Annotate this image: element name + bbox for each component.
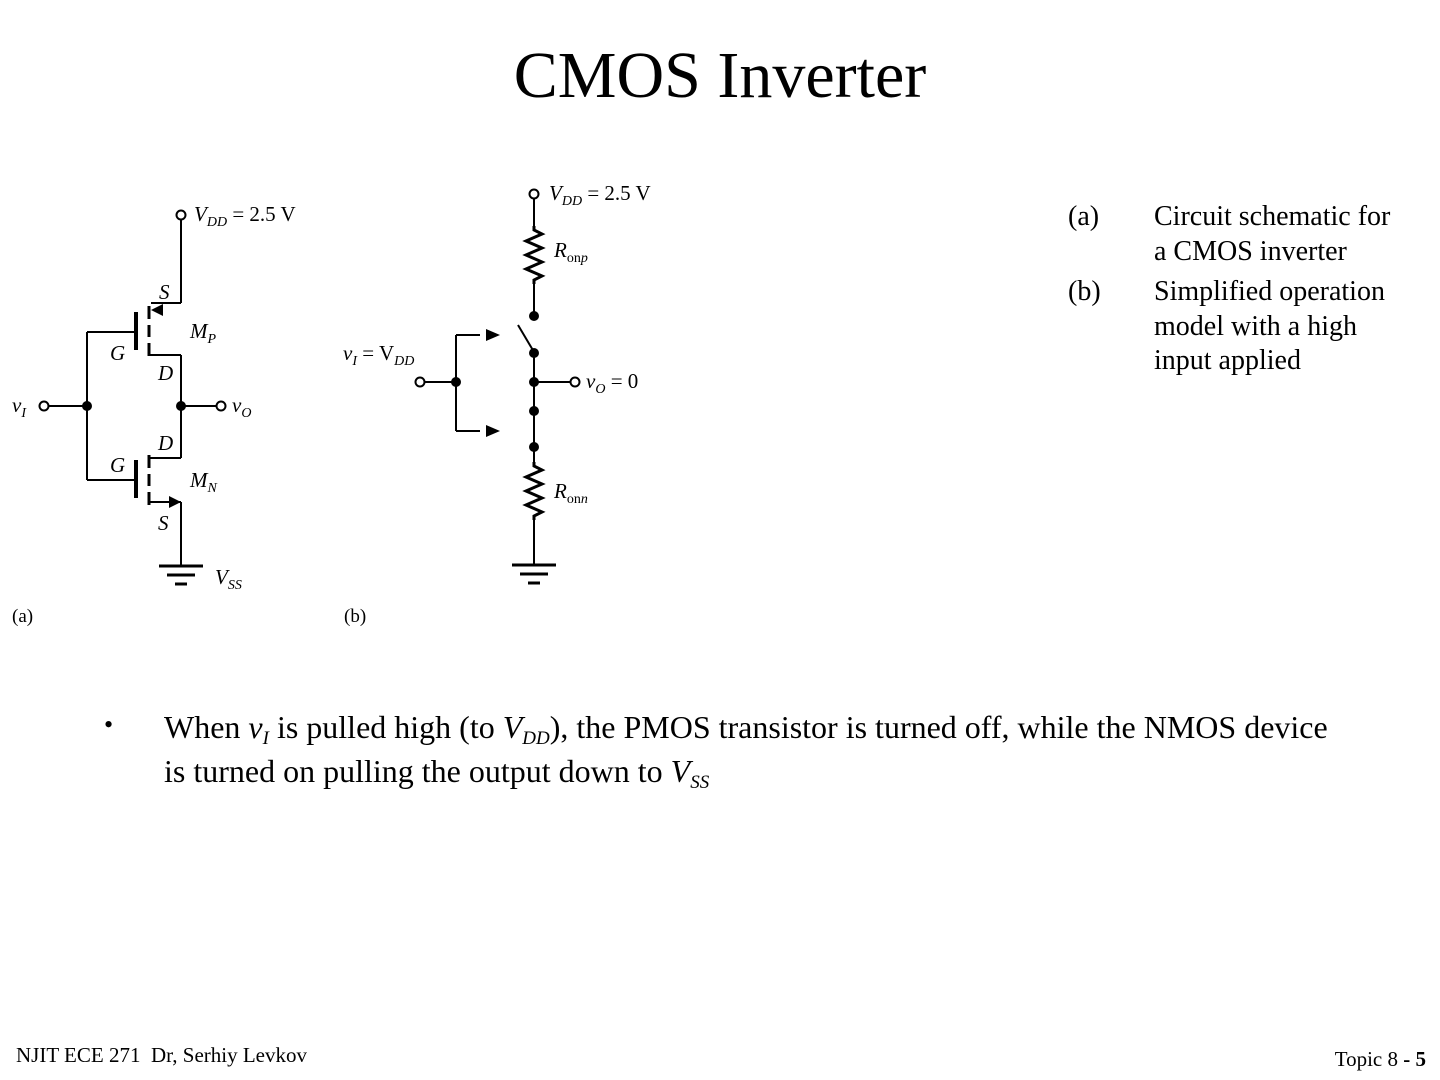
- caption-b: [1068, 275, 1398, 379]
- footer-course-info: NJIT ECE 271 Dr, Serhiy Levkov: [16, 1043, 307, 1067]
- nmos-source-label: S: [158, 511, 169, 535]
- figure-captions: [1068, 200, 1398, 385]
- caption-text: Simplified operation model with a high input applied: [1154, 276, 1385, 376]
- nmos-drain-label: D: [158, 431, 174, 455]
- ronp-label: $R_{on}p$: [554, 238, 588, 266]
- bullet-marker: •: [104, 710, 114, 739]
- vss-label-a: $V_{SS}$: [215, 565, 242, 593]
- pmos-name-label: $M_P$: [190, 319, 217, 347]
- nmos-gate-label: G: [110, 453, 126, 477]
- output-terminal-a: [217, 402, 226, 411]
- input-terminal-b: [416, 378, 425, 387]
- circuit-diagram: [0, 170, 700, 640]
- input-label-a: $v_I$: [12, 393, 26, 421]
- caption-marker: (a): [1068, 201, 1100, 232]
- pmos-gate-label: G: [110, 341, 126, 365]
- bullet-text: When $v_I$ is pulled high (to $V_{DD}$), the PMOS transistor is turned off, while the NMOS device is turned on pulling the output down to $V_{SS}$: [164, 709, 1328, 793]
- figure-a-wires: [40, 211, 226, 585]
- caption-text: Circuit schematic for a CMOS inverter: [1154, 201, 1391, 267]
- input-terminal-a: [40, 402, 49, 411]
- output-terminal-b: [571, 378, 580, 387]
- output-label-b: $v_O = 0$: [586, 369, 639, 397]
- pmos-drain-label: D: [158, 361, 174, 385]
- vdd-label-b: $V_{DD} = 2.5$ V: [549, 181, 651, 209]
- vdd-terminal-a: [177, 211, 186, 220]
- bullet-point: [104, 705, 1334, 793]
- slide-title: CMOS Inverter: [513, 39, 927, 112]
- footer-page-number: Topic 8 - 5: [1334, 1047, 1426, 1071]
- vdd-label-a: $V_{DD} = 2.5$ V: [194, 202, 296, 230]
- pmos-source-label: S: [159, 280, 170, 304]
- panel-label-a: (a): [12, 606, 34, 627]
- resistor-ronn: [526, 462, 542, 520]
- nmos-name-label: $M_N$: [190, 468, 217, 496]
- ronn-label: $R_{on}n$: [554, 479, 588, 507]
- resistor-ronp: [526, 226, 542, 284]
- caption-a: [1068, 200, 1398, 269]
- vdd-terminal-b: [530, 190, 539, 199]
- caption-marker: (b): [1068, 276, 1101, 307]
- input-label-b: $v_I = V_{DD}$: [343, 341, 415, 369]
- panel-label-b: (b): [344, 606, 367, 627]
- output-label-a: $v_O$: [232, 393, 252, 421]
